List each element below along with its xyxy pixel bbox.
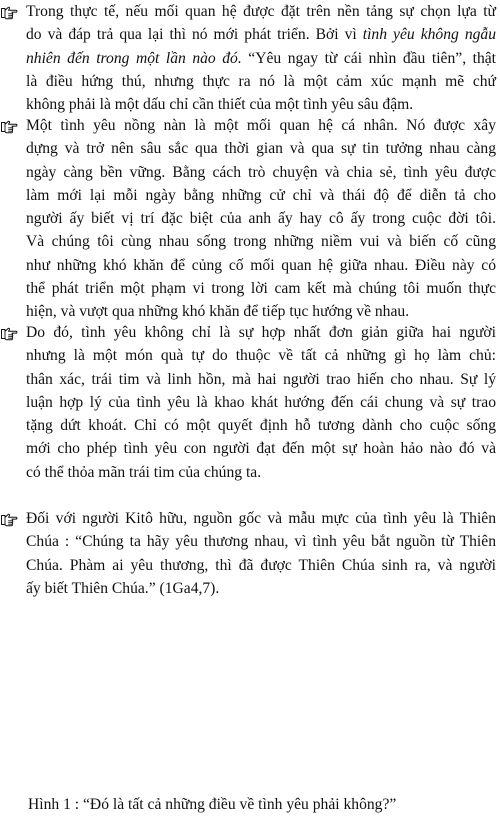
- text-run: luận hợp lý của tình yêu là khao khát hướng đến cái chung và sự trao: [26, 393, 496, 411]
- paragraph-line: [26, 254, 496, 277]
- paragraph-line: [26, 507, 496, 530]
- text-run: không phải là một dấu chỉ cần thiết của một tình yêu sâu đậm.: [26, 96, 414, 114]
- pointing-hand-icon: [0, 5, 18, 23]
- paragraph-line: [26, 161, 496, 184]
- text-run: Trong thực tế, nếu mối quan hệ được đặt trên nền tảng sự chọn lựa từ: [26, 3, 496, 20]
- text-run: tình yêu không ngẫu: [362, 26, 497, 44]
- paragraph-line: [26, 137, 496, 160]
- paragraph-line: [26, 0, 496, 23]
- paragraph-2: [26, 114, 496, 324]
- paragraph-line: [26, 47, 496, 70]
- paragraph-line: [26, 23, 496, 46]
- paragraph-line: [26, 391, 496, 414]
- text-run: “Yêu ngay từ cái nhìn đầu tiên”, thật: [241, 49, 497, 67]
- text-run: thể phát triển một phạm vi trong lời cam kết mà chúng tôi muốn thực: [26, 280, 496, 298]
- paragraph-line: [26, 437, 496, 460]
- text-run: làm mới lại mỗi ngày bằng những cử chỉ và thái độ để diễn tả cho: [26, 186, 496, 204]
- paragraph-line: [26, 344, 496, 367]
- text-run: Một tình yêu nồng nàn là một mối quan hệ cá nhân. Nó được xây: [26, 117, 496, 134]
- text-run: mới cho phép tình yêu con người đạt đến một sự hoàn hảo nào đó và: [26, 440, 496, 458]
- text-run: do và đáp trả qua lại thì nó mới phát triển. Bởi vì: [26, 26, 363, 44]
- text-run: ấy biết Thiên Chúa.” (1Ga4,7).: [26, 579, 220, 597]
- paragraph-line: [26, 321, 496, 344]
- paragraph-line: [26, 530, 496, 553]
- text-run: có thể thỏa mãn trái tim của chúng ta.: [26, 463, 262, 481]
- text-run: Và chúng tôi cùng nhau sống trong những niềm vui và biến cố cũng: [26, 233, 496, 251]
- paragraph-line: [26, 277, 496, 300]
- text-run: như những khó khăn để củng cố mối quan hệ giữa nhau. Điều này có: [26, 256, 496, 274]
- paragraph-4: [26, 507, 496, 600]
- paragraph-line: [26, 114, 496, 137]
- paragraph-line: [26, 577, 496, 600]
- text-run: Do đó, tình yêu không chỉ là sự hợp nhất đơn giản giữa hai người: [26, 324, 496, 341]
- pointing-hand-icon: [0, 512, 18, 530]
- pointing-hand-icon: [0, 119, 18, 137]
- paragraph-line: [26, 93, 496, 116]
- paragraph-3: [26, 321, 496, 484]
- text-run: Đối với người Kitô hữu, nguồn gốc và mẫu mực của tình yêu là Thiên: [26, 510, 496, 527]
- paragraph-line: [26, 184, 496, 207]
- text-run: người ấy biết vị trí đặc biệt của anh ấy hay cô ấy trong cuộc đời tôi.: [26, 210, 496, 228]
- text-run: Chúa. Phàm ai yêu thương, thì đã được Thiên Chúa sinh ra, và người: [26, 556, 496, 574]
- text-run: hiện, và vượt qua những khó khăn để tiếp tục hướng về nhau.: [26, 303, 410, 321]
- paragraph-line: [26, 70, 496, 93]
- paragraph-line: [26, 461, 496, 484]
- paragraph-line: [26, 414, 496, 437]
- paragraph-line: [26, 368, 496, 391]
- paragraph-line: [26, 230, 496, 253]
- text-run: Chúa : “Chúng ta hãy yêu thương nhau, vì tình yêu bắt nguồn từ Thiên: [26, 533, 496, 551]
- text-run: thân xác, trái tim và linh hồn, mà hai người trao hiến cho nhau. Sự lý: [26, 370, 496, 388]
- pointing-hand-icon: [0, 326, 18, 344]
- text-run: nhưng là một món quà tự do thuộc về tất cả những gì họ làm chủ:: [26, 347, 496, 365]
- paragraph-line: [26, 554, 496, 577]
- text-run: nhiên đến trong một lần nào đó.: [26, 49, 242, 67]
- text-run: là điều hứng thú, nhưng thực ra nó là một cảm xúc mạnh mẽ chứ: [26, 72, 496, 90]
- text-run: tặng dứt khoát. Chỉ có một quyết định hỗ tương dành cho cuộc sống: [26, 417, 496, 435]
- paragraph-1: [26, 0, 496, 116]
- figure-caption: Hình 1 : “Đó là tất cả những điều về tình yêu phải không?”: [28, 796, 397, 813]
- paragraph-line: [26, 207, 496, 230]
- text-run: ngày càng bền vững. Bằng cách trò chuyện và chia sẻ, tình yêu được: [26, 163, 496, 181]
- text-run: dựng và trở nên sâu sắc qua thời gian và qua sự tin tưởng nhau càng: [26, 140, 496, 158]
